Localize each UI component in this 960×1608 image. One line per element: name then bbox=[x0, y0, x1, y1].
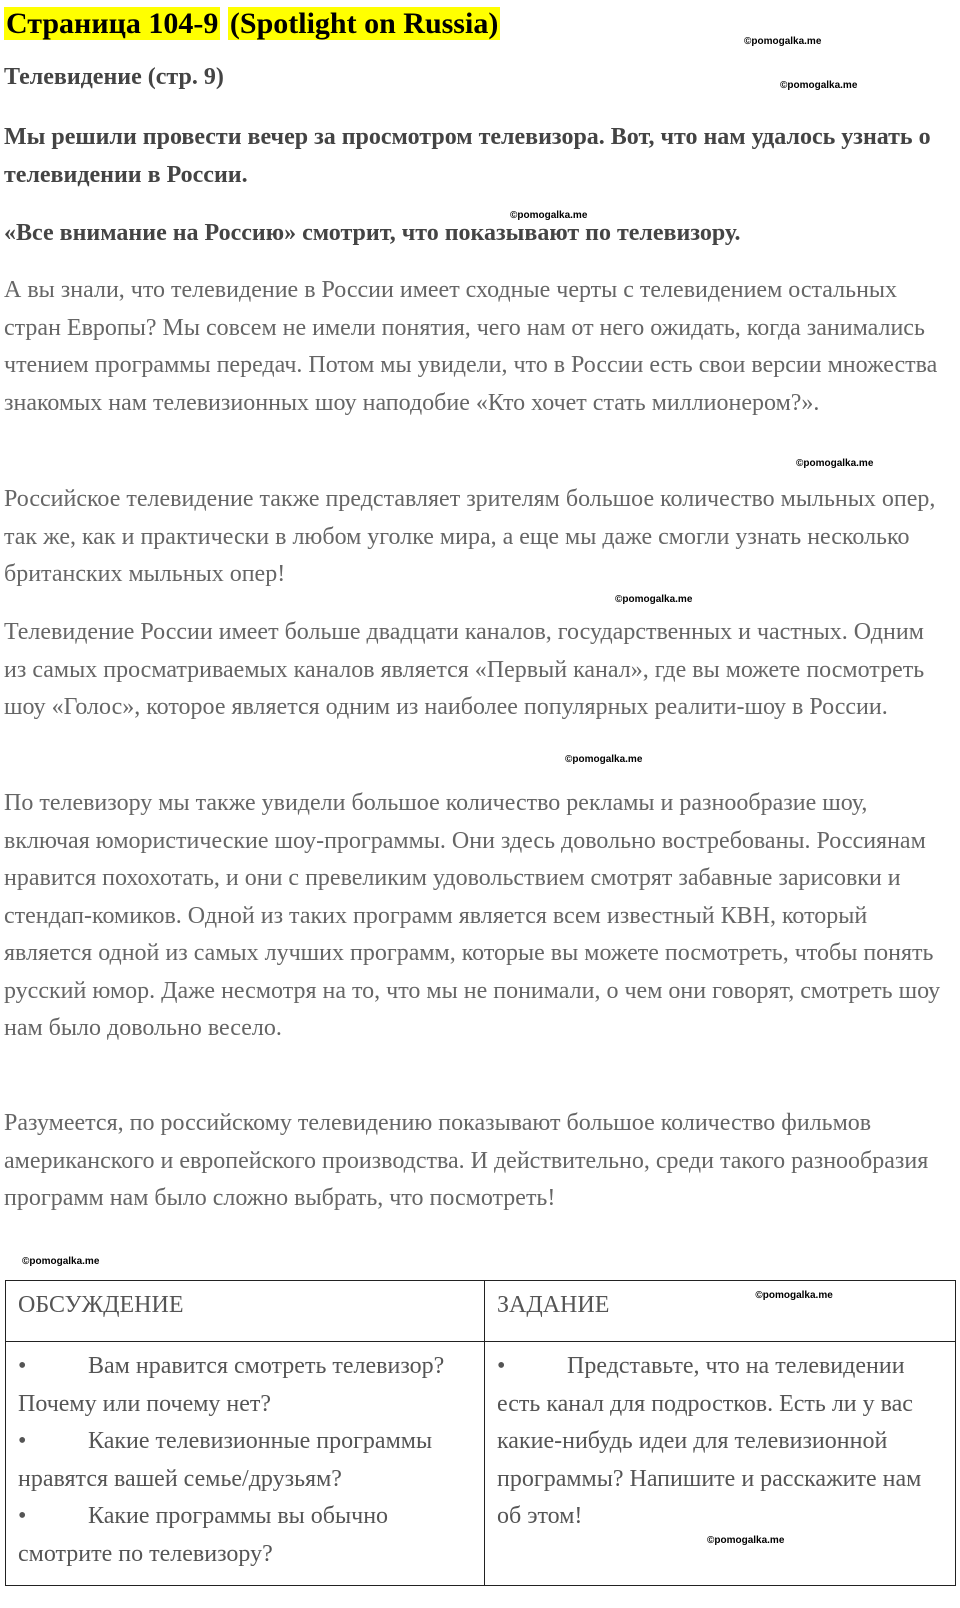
page-title bbox=[4, 6, 500, 42]
paragraph-2: Российское телевидение также представляет зрителям большое количество мыльных опер, так же, как и практически в любом уголке мира, а еще мы даже смогли узнать несколько британских мыльных опер! bbox=[4, 486, 936, 587]
watermark: ©pomogalka.me bbox=[780, 80, 858, 91]
bullet-icon: • bbox=[497, 1353, 506, 1379]
bullet-icon: • bbox=[18, 1503, 27, 1529]
paragraph-3: Телевидение России имеет больше двадцати каналов, государственных и частных. Одним из самых просматриваемых каналов является «Первый канал», где вы можете посмотреть шоу «Голос», которое является одним из наиболее популярных реалити-шоу в России. bbox=[4, 619, 925, 720]
watermark: ©pomogalka.me bbox=[707, 1534, 785, 1546]
page-title-book: (Spotlight on Russia) bbox=[229, 7, 499, 40]
watermark: ©pomogalka.me bbox=[22, 1256, 100, 1267]
bullet-icon: • bbox=[18, 1428, 27, 1454]
paragraph-5: Разумеется, по российскому телевидению показывают большое количество фильмов американского и европейского производства. И действительно, среди такого разнообразия программ нам было сложно выбрать, что посмотреть! bbox=[4, 1110, 929, 1211]
watermark: ©pomogalka.me bbox=[510, 210, 588, 221]
tasks-table bbox=[5, 1280, 956, 1586]
question-text: Какие телевизионные программы нравятся вашей семье/друзьям? bbox=[18, 1428, 433, 1492]
list-item bbox=[497, 1348, 945, 1536]
intro-text: Мы решили провести вечер за просмотром телевизора. Вот, что нам удалось узнать о телевидении в России. bbox=[4, 124, 931, 188]
list-item bbox=[18, 1348, 474, 1423]
list-item bbox=[18, 1498, 474, 1573]
paragraph-4: По телевизору мы также увидели большое количество рекламы и разнообразие шоу, включая юмористические шоу-программы. Они здесь довольно востребованы. Россиянам нравится похохотать, и они с превеликим удовольствием смотрят забавные зарисовки и стендап-комиков. Одной из таких программ является всем известный КВН, который является одной из самых лучших программ, которые вы можете посмотреть, чтобы понять русский юмор. Даже несмотря на то, что мы не понимали, о чем они говорят, смотреть шоу нам было довольно весело. bbox=[4, 790, 941, 1041]
bullet-icon: • bbox=[18, 1353, 27, 1379]
task-header bbox=[485, 1281, 956, 1342]
watermark: ©pomogalka.me bbox=[565, 754, 643, 765]
watermark: ©pomogalka.me bbox=[755, 1290, 833, 1301]
list-item bbox=[18, 1423, 474, 1498]
task-description bbox=[485, 1342, 956, 1586]
discussion-header: ОБСУЖДЕНИЕ bbox=[6, 1281, 485, 1342]
watermark: ©pomogalka.me bbox=[796, 458, 874, 469]
question-text: Вам нравится смотреть телевизор? Почему или почему нет? bbox=[18, 1353, 445, 1417]
question-text: Какие программы вы обычно смотрите по телевизору? bbox=[18, 1503, 389, 1567]
section-subtitle: Телевидение (стр. 9) bbox=[4, 64, 224, 90]
table-header-row bbox=[6, 1281, 956, 1342]
watermark: ©pomogalka.me bbox=[615, 594, 693, 605]
page-title-number: Страница 104-9 bbox=[6, 7, 219, 40]
discussion-questions bbox=[6, 1342, 485, 1586]
task-text: Представьте, что на телевидении есть канал для подростков. Есть ли у вас какие-нибудь идеи для телевизионной программы? Напишите и расскажите нам об этом! bbox=[497, 1353, 922, 1529]
section-heading: «Все внимание на Россию» смотрит, что показывают по телевизору. bbox=[4, 220, 741, 246]
table-row bbox=[6, 1342, 956, 1586]
task-header-label: ЗАДАНИЕ bbox=[497, 1292, 610, 1318]
watermark: ©pomogalka.me bbox=[744, 36, 822, 47]
paragraph-1: А вы знали, что телевидение в России имеет сходные черты с телевидением остальных стран Европы? Мы совсем не имели понятия, чего нам от него ожидать, когда занимались чтением программы передач. Потом мы увидели, что в России есть свои версии множества знакомых нам телевизионных шоу наподобие «Кто хочет стать миллионером?». bbox=[4, 277, 938, 416]
